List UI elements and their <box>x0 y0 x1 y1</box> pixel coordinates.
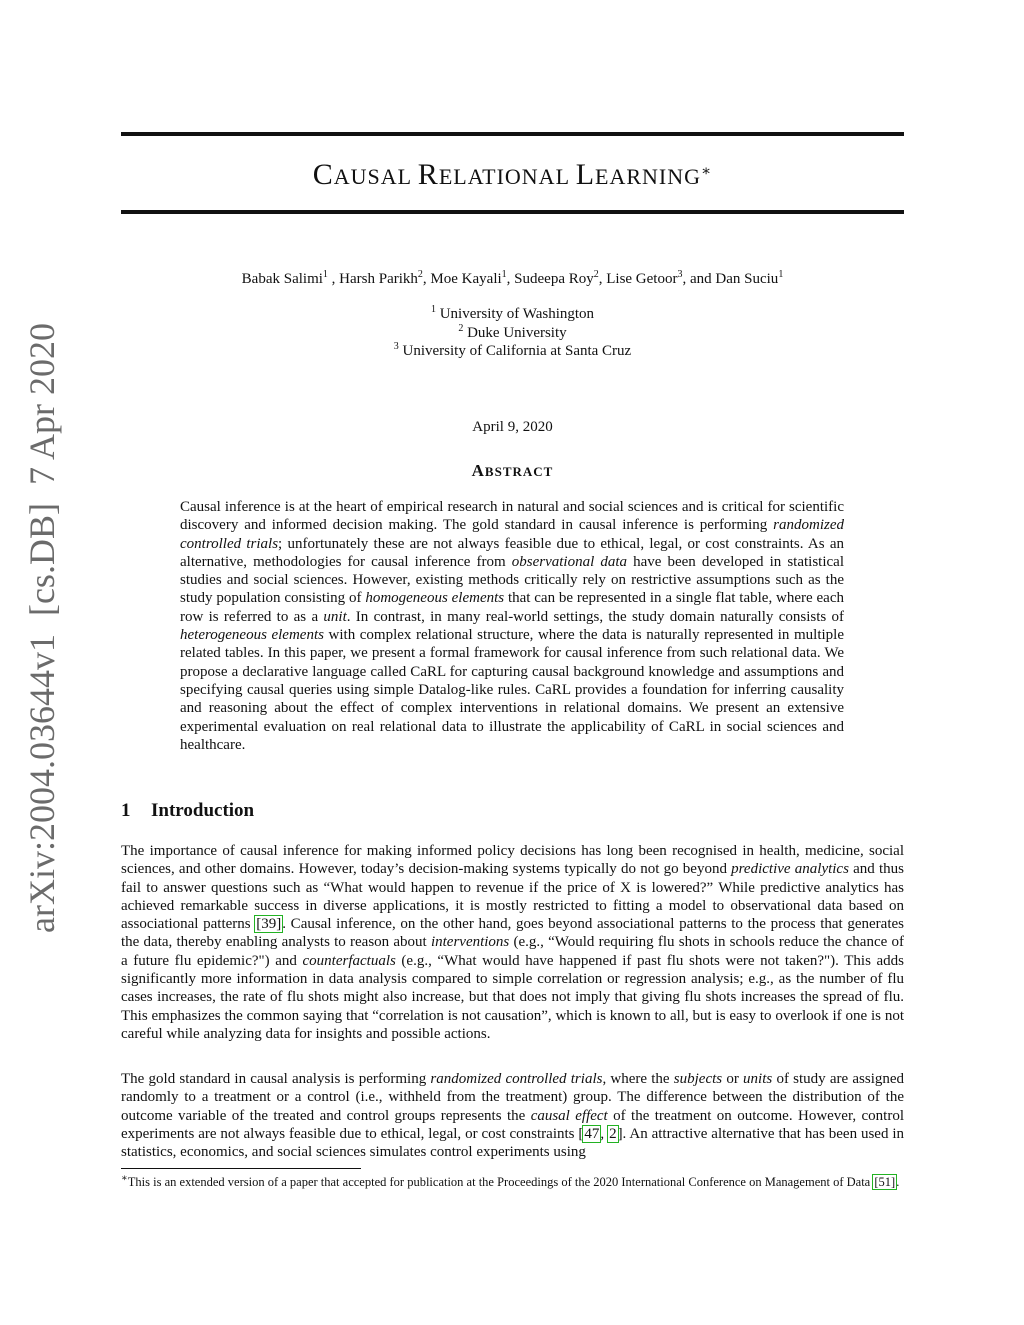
paper-title: CAUSAL RELATIONAL LEARNING∗ <box>312 158 713 191</box>
citation-link-39[interactable]: [39] <box>256 916 282 933</box>
affiliation-line: $^2$ Duke University <box>458 322 567 341</box>
affiliation-line: $^3$ University of California at Santa Cruz <box>393 341 632 359</box>
author-name: Harsh Parikh <box>339 271 418 287</box>
author-name: Sudeepa Roy <box>514 271 594 287</box>
affiliation-line: $^1$ University of Washington <box>430 304 595 322</box>
section-heading-introduction: 1 Introduction <box>121 800 255 821</box>
intro-paragraph-2: The gold standard in causal analysis is performing randomized controlled trials, where the subjects or units of study are assigned randomly to a treatment or a control (i.e., withheld from the treatment) group. The difference between the distribution of the outcome variable of the treated and control groups represents the causal effect of the treatment on outcome. However, control experiments are not always feasible due to ethical, legal, or cost constraints [47, 2]. An attractive alternative that has been used in statistics, economics, and social sciences simulates control experiments using <box>121 1071 905 1161</box>
author-name: Lise Getoor <box>606 271 678 287</box>
footnote-rule <box>121 1168 361 1169</box>
intro-paragraph-1: The importance of causal inference for making informed policy decisions has long been recognised in health, medicine, social sciences, and other domains. However, today’s decision-making systems typically do not go beyond predictive analytics and thus fail to answer questions such as “What would happen to revenue if the price of X is lowered?” While predictive analytics has achieved remarkable success in diverse applications, it is mostly restricted to fitting a model to observational data based on associational patterns [39]. Causal inference, on the other hand, goes beyond associational patterns to the process that generates the data, thereby enabling analysts to reason about interventions (e.g., “Would requiring flu shots in schools reduce the chance of a future flu epidemic?") and counterfactuals (e.g., “What would have happened if past flu shots were not taken?"). This adds significantly more information in data analysis compared to simple correlation or regression analysis; e.g., as the number of flu cases increases, the rate of flu shots might also increase, but that does not imply that giving flu shots increases the spread of flu. This emphasizes the common saying that “correlation is not causation”, which is known to all, but is easy to overlook if one is not careful while analyzing data for insights and possible actions. <box>121 843 905 1042</box>
footnote-marker: ∗ <box>121 1172 128 1184</box>
title-rule-bottom <box>121 210 904 214</box>
author-name: Babak Salimi <box>241 271 323 287</box>
citation-link-51[interactable]: [51] <box>874 1175 896 1189</box>
citation-link-47[interactable]: 47 <box>584 1125 600 1142</box>
author-name: Moe Kayali <box>430 271 502 287</box>
abstract-heading: ABSTRACT <box>471 461 554 480</box>
paper-date: April 9, 2020 <box>472 419 553 435</box>
author-list: Babak Salimi$^1$ , Harsh Parikh$^2$, Moe Kayali$^1$, Sudeepa Roy$^2$, Lise Getoor$^3$, and Dan Suciu$^1$ <box>241 269 784 287</box>
arxiv-stamp: arXiv:2004.03644v1 [cs.DB] 7 Apr 2020 <box>22 323 62 933</box>
affiliation-list <box>121 305 904 361</box>
citation-link-2[interactable]: 2 <box>609 1125 617 1142</box>
footnote: ∗This is an extended version of a paper that accepted for publication at the Proceedings of the 2020 International Conference on Management of Data [51]. <box>121 1172 900 1189</box>
title-rule-top <box>121 132 904 136</box>
abstract-body: Causal inference is at the heart of empirical research in natural and social sciences and is critical for scientific discovery and informed decision making. The gold standard in causal inference is performing randomized controlled trials; unfortunately these are not always feasible due to ethical, legal, or cost constraints. As an alternative, methodologies for causal inference from observational data have been developed in statistical studies and social sciences. However, existing methods critically rely on restrictive assumptions such as the study population consisting of homogeneous elements that can be represented in a single flat table, where each row is referred to as a unit. In contrast, in many real-world settings, the study domain naturally consists of heterogeneous elements with complex relational structure, where the data is naturally represented in multiple related tables. In this paper, we present a formal framework for causal inference from such relational data. We propose a declarative language called CaRL for capturing causal background knowledge and assumptions and specifying causal queries using simple Datalog-like rules. CaRL provides a foundation for inferring causality and reasoning about the effect of complex interventions in relational domains. We present an extensive experimental evaluation on real relational data to illustrate the applicability of CaRL in social sciences and healthcare. <box>180 499 844 753</box>
title-footnote-marker: ∗ <box>701 163 713 180</box>
author-name: Dan Suciu <box>715 271 779 287</box>
